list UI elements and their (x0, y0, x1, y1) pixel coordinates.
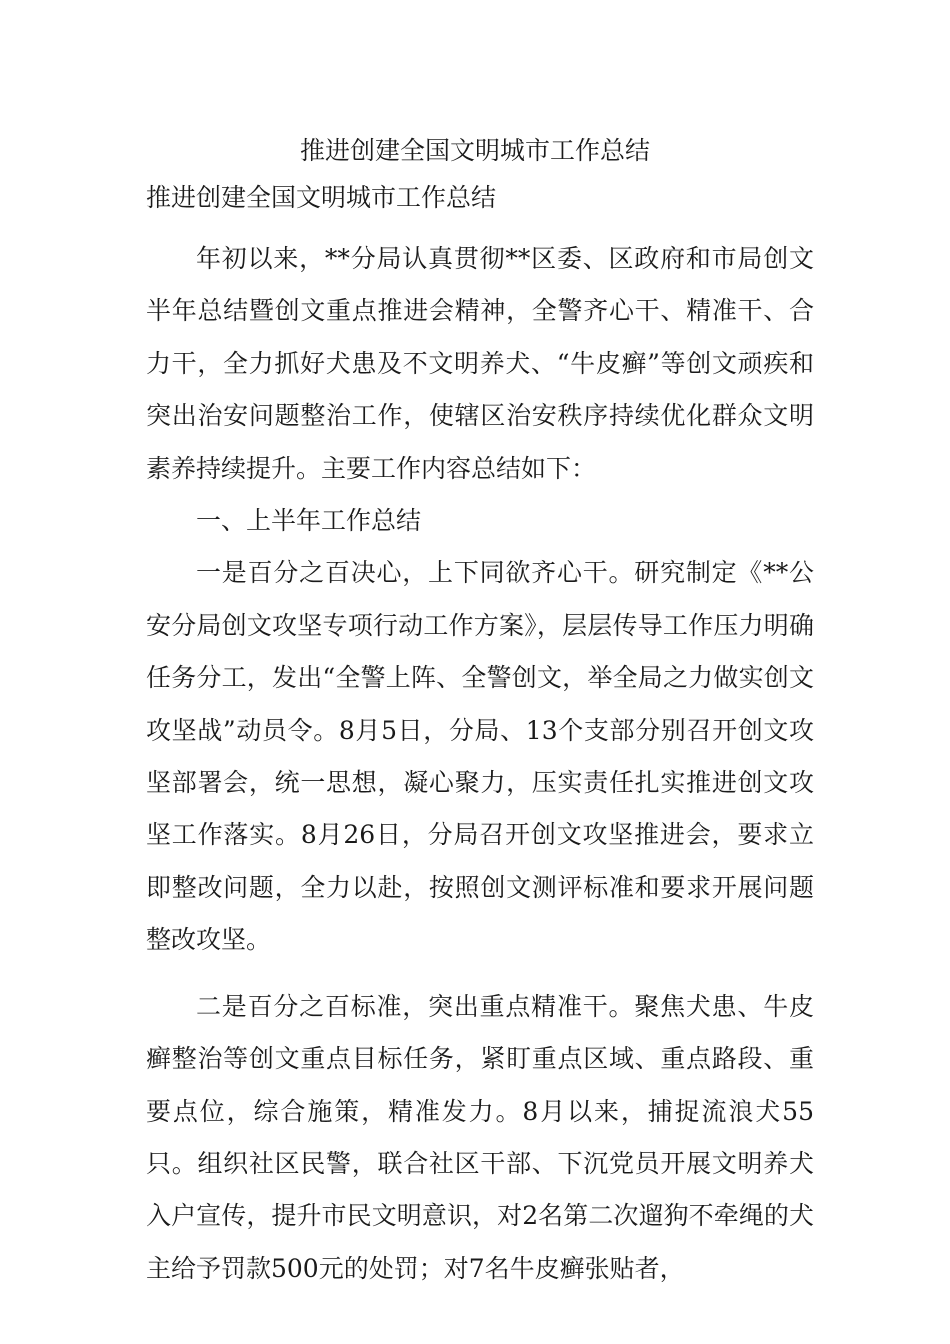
document-body (146, 181, 814, 1295)
paragraph-point-one: 一是百分之百决心，上下同欲齐心干。研究制定《**公安分局创文攻坚专项行动工作方案》，层层传导工作压力明确任务分工，发出“全警上阵、全警创文，举全局之力做实创文攻坚战”动员令。8月5日，分局、13个支部分别召开创文攻坚部署会，统一思想，凝心聚力，压实责任扎实推进创文攻坚工作落实。8月26日，分局召开创文攻坚推进会，要求立即整改问题，全力以赴，按照创文测评标准和要求开展问题整改攻坚。 (146, 558, 814, 955)
paragraph-intro: 年初以来，**分局认真贯彻**区委、区政府和市局创文半年总结暨创文重点推进会精神，全警齐心干、精准干、合力干，全力抓好犬患及不文明养犬、“牛皮癣”等创文顽疾和突出治安问题整治工作，使辖区治安秩序持续优化群众文明素养持续提升。主要工作内容总结如下： (146, 244, 814, 483)
document-title: 推进创建全国文明城市工作总结 (299, 136, 650, 165)
section-heading: 一、上半年工作总结 (196, 506, 422, 536)
paragraph-point-two: 二是百分之百标准，突出重点精准干。聚焦犬患、牛皮癣整治等创文重点目标任务，紧盯重点区域、重点路段、重要点位，综合施策，精准发力。8月以来，捕捉流浪犬55只。组织社区民警，联合社区干部、下沉党员开展文明养犬入户宣传，提升市民文明意识，对2名第二次遛狗不牵绳的犬主给予罚款500元的处罚；对7名牛皮癣张贴者， (146, 991, 814, 1283)
document-subtitle: 推进创建全国文明城市工作总结 (146, 183, 497, 212)
